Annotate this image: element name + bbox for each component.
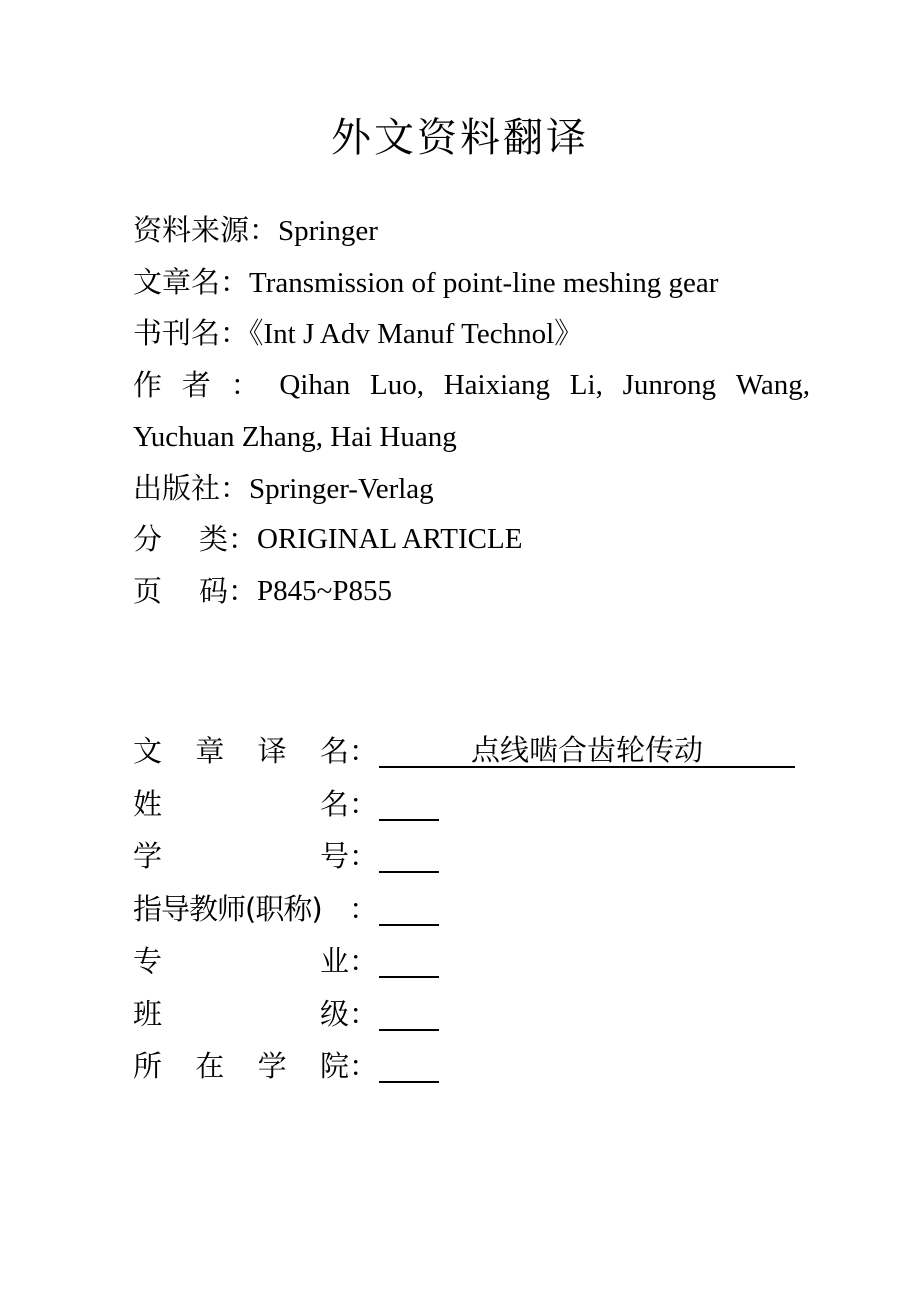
author-part: Wang,	[735, 368, 810, 401]
source-label: 资料来源：	[133, 213, 279, 247]
publisher-line	[133, 463, 810, 515]
form-label-name	[133, 778, 349, 831]
form-colon: ：	[349, 891, 379, 926]
pages-value: P845~P855	[257, 574, 392, 607]
form-row-major	[133, 935, 795, 988]
category-label	[133, 514, 228, 566]
form-label-college	[133, 1040, 349, 1093]
form-colon: ：	[349, 839, 379, 873]
author-value-line-2: Yuchuan Zhang, Hai Huang	[133, 421, 457, 453]
form-colon: ：	[349, 944, 379, 978]
author-part: Li,	[569, 368, 603, 401]
category-line	[133, 514, 810, 566]
form-colon: ：	[349, 734, 379, 768]
form-label-char: 章	[195, 734, 225, 768]
source-info	[133, 205, 810, 617]
source-line	[133, 205, 810, 257]
form-label-char: 班	[133, 996, 163, 1031]
category-value: ORIGINAL ARTICLE	[257, 523, 523, 555]
category-label-char: 分	[133, 522, 163, 556]
author-colon: ：	[230, 367, 260, 402]
form-label-char: 学	[133, 839, 163, 873]
form-row-title	[133, 725, 795, 778]
journal-label: 书刊名：	[133, 316, 250, 350]
class-field	[379, 993, 439, 1031]
form-label-class	[133, 988, 349, 1041]
form-colon: ：	[349, 786, 379, 821]
category-colon: ：	[228, 522, 258, 556]
form-row-class	[133, 988, 795, 1041]
pages-label	[133, 566, 228, 618]
form-colon: ：	[349, 1049, 379, 1083]
author-block	[133, 360, 810, 463]
pages-label-char: 页	[133, 573, 163, 608]
translated-title-field: 点线啮合齿轮传动	[379, 730, 795, 768]
author-label-2: 者	[181, 367, 211, 402]
article-value: Transmission of point-line meshing gear	[249, 266, 719, 299]
article-line	[133, 257, 810, 309]
form-label-char: 译	[257, 734, 287, 768]
author-part: Luo,	[369, 368, 424, 401]
page-title: 外文资料翻译	[331, 115, 589, 161]
form-colon: ：	[349, 996, 379, 1031]
author-line-1	[133, 360, 810, 412]
form-label-student-id	[133, 830, 349, 883]
form-row-name	[133, 778, 795, 831]
author-part: Haixiang	[443, 368, 551, 401]
journal-line	[133, 308, 810, 360]
form-label-char: 名	[319, 734, 349, 768]
pages-line	[133, 566, 810, 618]
form-label-char: 文	[133, 734, 163, 768]
form-label-major	[133, 935, 349, 988]
author-label-1: 作	[133, 367, 163, 402]
form-label-char: 院	[319, 1049, 349, 1083]
form-label-advisor: 指导教师(职称)	[133, 891, 322, 926]
major-field	[379, 940, 439, 978]
pages-colon: ：	[228, 573, 258, 608]
form-label-char: 在	[195, 1049, 225, 1083]
author-part: Junrong	[622, 368, 717, 401]
form-row-advisor	[133, 883, 795, 936]
college-field	[379, 1045, 439, 1083]
form-label-char: 业	[319, 944, 349, 978]
publisher-value: Springer-Verlag	[249, 472, 434, 505]
author-line-2	[133, 411, 810, 463]
author-part: Qihan	[279, 368, 351, 401]
student-id-field	[379, 835, 439, 873]
form-label-char: 专	[133, 944, 163, 978]
student-form	[133, 725, 795, 1093]
form-label-char: 名	[319, 786, 349, 821]
form-label-char: 号	[319, 839, 349, 873]
form-label-char: 姓	[133, 786, 163, 821]
advisor-field	[379, 888, 439, 926]
journal-value: 《Int J Adv Manuf Technol》	[249, 318, 584, 350]
form-row-college	[133, 1040, 795, 1093]
form-label-char: 所	[133, 1049, 163, 1083]
pages-label-char: 码	[198, 573, 228, 608]
form-label-char: 级	[319, 996, 349, 1031]
category-label-char: 类	[198, 522, 228, 556]
form-label-title	[133, 725, 349, 778]
name-field	[379, 783, 439, 821]
source-value: Springer	[278, 215, 378, 247]
form-label-char: 学	[257, 1049, 287, 1083]
article-label: 文章名：	[133, 264, 250, 299]
form-row-student-id	[133, 830, 795, 883]
publisher-label: 出版社：	[133, 470, 250, 505]
